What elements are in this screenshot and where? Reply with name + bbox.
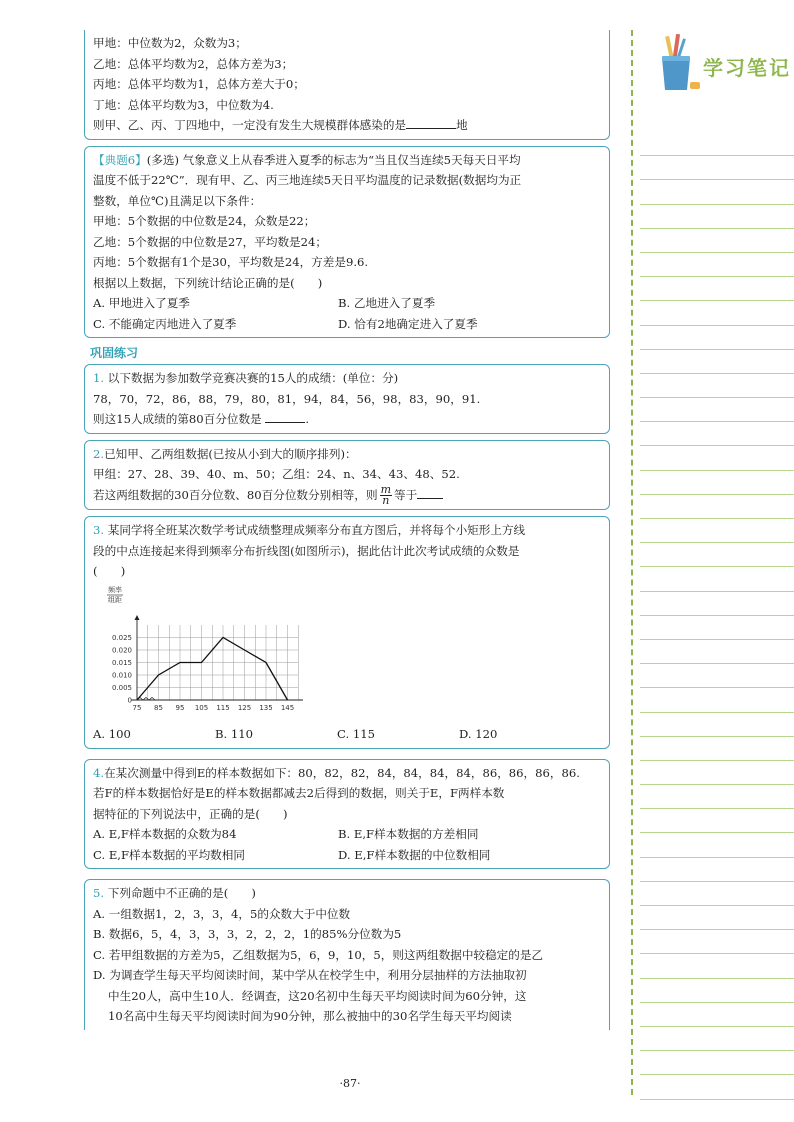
text-line: 据特征的下列说法中，正确的是( ) [93, 806, 288, 821]
question-text: 则这15人成绩的第80百分位数是 [93, 412, 262, 426]
text-line [93, 883, 601, 904]
stem-text: 以下数据为参加数学竞赛决赛的15人的成绩：(单位：分) [107, 371, 399, 385]
option-c[interactable]: C. 不能确定丙地进入了夏季 [93, 316, 237, 331]
option-a[interactable]: A. 甲地进入了夏季 [93, 296, 190, 310]
options [93, 724, 601, 745]
y-label-top: 频率 [108, 585, 122, 594]
option-b[interactable]: B. E,F样本数据的方差相同 [338, 827, 479, 841]
text-line: 甲地：中位数为2，众数为3； [93, 36, 247, 50]
stem-text: 某同学将全班某次数学考试成绩整理成频率分布直方图后，并将每个小矩形上方线 [107, 523, 526, 537]
x-tick-label: 105 [194, 703, 209, 712]
options [93, 824, 601, 865]
pencil-cup-icon [650, 34, 702, 94]
text-line: 甲组：27、28、39、40、m、50；乙组：24、n、34、43、48、52. [93, 467, 460, 481]
x-tick-label: 95 [175, 703, 185, 712]
stem-text: (多选) 气象意义上从春季进入夏季的标志为“当且仅当连续5天每天日平均 [146, 152, 521, 167]
option-c[interactable]: C. 若甲组数据的方差为5，乙组数据为5，6，9，10，5，则这两组数据中较稳定的是乙 [93, 947, 544, 962]
stem-text: 下列命题中不正确的是( ) [107, 886, 256, 900]
question-number: 1. [93, 371, 105, 385]
question-1 [84, 364, 610, 434]
section-title: 巩固练习 [90, 346, 139, 360]
note-lines [640, 132, 794, 1100]
x-tick-label: 85 [154, 703, 163, 712]
question-text: 则甲、乙、丙、丁四地中，一定没有发生大规模群体感染的是 [93, 118, 407, 132]
text-line [93, 409, 601, 430]
x-tick-label: 145 [280, 703, 295, 712]
text-line: 丙地：总体平均数为1，总体方差大于0； [93, 77, 305, 91]
text-line [93, 763, 601, 784]
y-tick-label: 0.010 [111, 671, 132, 679]
text-line: 若F的样本数据恰好是E的样本数据都减去2后得到的数据，则关于E，F两样本数 [93, 786, 505, 800]
text-line: 温度不低于22℃”．现有甲、乙、丙三地连续5天日平均温度的记录数据(数据均为正 [93, 173, 522, 187]
option-c[interactable]: C. 115 [337, 727, 375, 741]
question-5 [84, 879, 610, 1030]
y-axis-arrow [135, 615, 140, 620]
previous-question-tail [84, 30, 610, 140]
stem-text: 已知甲、乙两组数据(已按从小到大的顺序排列)： [104, 446, 357, 461]
option-d[interactable]: D. 120 [459, 727, 498, 741]
text-line: 78，70，72，86，88，79，80，81，94，84，56，98，83，90，91. [93, 391, 481, 406]
text-line: 整数，单位℃)且满足以下条件： [93, 193, 262, 208]
fraction-denominator: n [382, 494, 390, 507]
question-4 [84, 759, 610, 870]
question-2 [84, 440, 610, 511]
notes-divider [631, 30, 633, 1095]
option-d-continued: 10名高中生每天平均阅读时间为90分钟，那么被抽中的30名学生每天平均阅读 [108, 1009, 512, 1023]
option-d[interactable]: D. 为调查学生每天平均阅读时间，某中学从在校学生中，利用分层抽样的方法抽取初 [93, 968, 527, 982]
example-6 [84, 146, 610, 339]
content-column [84, 30, 610, 1036]
option-d[interactable]: D. 恰有2地确定进入了夏季 [338, 316, 478, 331]
text-line: ( ) [93, 564, 126, 578]
y-tick-label: 0.025 [111, 633, 132, 642]
y-tick-label: 0.005 [111, 683, 132, 692]
x-tick-label: 115 [216, 703, 230, 712]
option-b[interactable]: B. 数据6，5，4，3，3，3，2，2，2，1的85%分位数为5 [93, 927, 402, 941]
question-number: 3. [93, 523, 105, 537]
text-line [93, 520, 601, 541]
question-number: 2. [93, 446, 105, 461]
end-text: . [305, 412, 310, 426]
x-tick-label: 125 [237, 703, 252, 712]
x-tick-label: 135 [259, 703, 273, 712]
text-line [93, 150, 601, 171]
suffix-text: 地 [456, 118, 468, 132]
stem-text: 等于 [394, 487, 418, 502]
notes-title: 学习笔记 [703, 56, 791, 80]
frequency-polygon-chart [93, 586, 303, 716]
option-a[interactable]: A. E,F样本数据的众数为84 [93, 827, 237, 841]
text-line [93, 485, 601, 507]
text-line: 乙地：5个数据的中位数是27，平均数是24； [93, 234, 327, 249]
answer-blank[interactable] [417, 485, 443, 499]
text-line: 丁地：总体平均数为3，中位数为4. [93, 97, 274, 112]
question-number: 4. [93, 765, 105, 780]
y-tick-label: 0.015 [111, 658, 132, 667]
y-tick-label: 0 [127, 696, 132, 704]
option-a[interactable]: A. 100 [93, 727, 131, 741]
stem-text: 若这两组数据的30百分位数、80百分位数分别相等，则 [93, 487, 378, 502]
options [93, 293, 601, 334]
stem-text: 在某次测量中得到E的样本数据如下：80，82，82，84，84，84，84，86，86，86，86. [104, 765, 580, 780]
answer-blank[interactable] [406, 115, 456, 129]
option-d[interactable]: D. E,F样本数据的中位数相同 [338, 847, 491, 862]
y-label-bottom: 组距 [108, 595, 122, 604]
y-tick-label: 0.020 [111, 646, 132, 654]
fraction-numerator: m [380, 483, 392, 496]
option-a[interactable]: A. 一组数据1，2，3，3，4，5的众数大于中位数 [93, 906, 351, 921]
option-c[interactable]: C. E,F样本数据的平均数相同 [93, 847, 245, 862]
example-tag: 【典题6】 [93, 152, 147, 167]
option-d-continued: 中生20人，高中生10人．经调查，这20名初中生每天平均阅读时间为60分钟，这 [108, 988, 527, 1003]
text-line [93, 444, 601, 465]
x-tick-label: 75 [132, 703, 142, 712]
option-b[interactable]: B. 110 [215, 727, 254, 741]
text-line: 丙地：5个数据有1个是30，平均数是24，方差是9.6. [93, 255, 369, 269]
text-line: 乙地：总体平均数为2，总体方差为3； [93, 56, 294, 71]
page-number: ·87· [339, 1077, 361, 1090]
option-b[interactable]: B. 乙地进入了夏季 [338, 296, 436, 310]
text-line: 段的中点连接起来得到频率分布折线图(如图所示)，据此估计此次考试成绩的众数是 [93, 543, 520, 558]
question-number: 5. [93, 886, 105, 900]
text-line [93, 115, 601, 136]
fraction-m-over-n [380, 485, 392, 506]
answer-blank[interactable] [265, 409, 305, 423]
text-line [93, 368, 601, 389]
text-line: 甲地：5个数据的中位数是24，众数是22； [93, 214, 316, 228]
question-3 [84, 516, 610, 749]
text-line: 根据以上数据，下列统计结论正确的是( ) [93, 275, 323, 290]
